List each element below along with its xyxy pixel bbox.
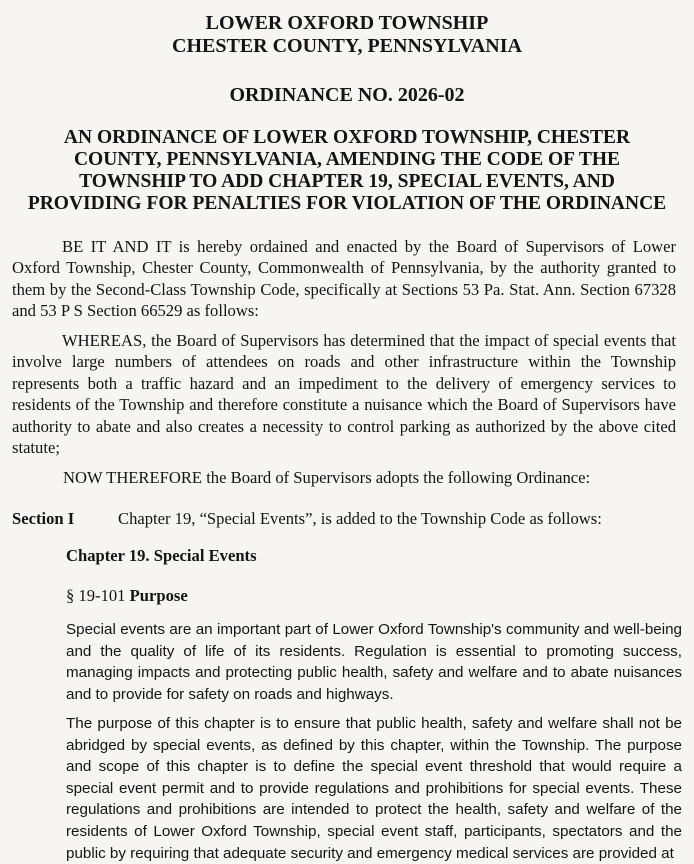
- purpose-paragraph-2: The purpose of this chapter is to ensure that public health, safety and welfare shall not be abridged by special events, as defined by this chapter, within the Township. The purpose and scope of this chapter is to define the special event threshold that would require a special event permit and to provide regulations and prohibitions for special events. These regulations and prohibitions are intended to protect the health, safety and welfare of the residents of Lower Oxford Township, special event staff, participants, spectators and the public by requiring that adequate security and emergency medical services are provided at: [66, 715, 682, 862]
- purpose-heading: [66, 586, 188, 606]
- purpose-paragraph-1: Special events are an important part of Lower Oxford Township's community and well-being and the quality of life of its residents. Regulation is essential to promoting success, managing impacts and protecting public health, safety and welfare and to abate nuisances and to provide for safety on roads and highways.: [66, 621, 682, 703]
- ordinance-number: ORDINANCE NO. 2026-02: [229, 84, 465, 106]
- county-state: CHESTER COUNTY, PENNSYLVANIA: [172, 35, 522, 57]
- enactment-paragraph: BE IT AND IT is hereby ordained and enacted by the Board of Supervisors of Lower Oxford Township, Chester County, Commonwealth of Pennsylvania, by the authority granted to them by the Second-Class Township Code, specifically at Sections 53 Pa. Stat. Ann. Section 67328 and 53 P S Section 66529 as follows:: [12, 237, 676, 321]
- chapter-heading: Chapter 19. Special Events: [66, 546, 257, 565]
- purpose-heading-text: Purpose: [129, 586, 188, 605]
- title-line-2: COUNTY, PENNSYLVANIA, AMENDING THE CODE OF THE: [73, 149, 621, 170]
- title-line-4: PROVIDING FOR PENALTIES FOR VIOLATION OF THE ORDINANCE: [27, 193, 667, 214]
- section-label: Section I: [12, 509, 75, 528]
- whereas-paragraph: WHEREAS, the Board of Supervisors has determined that the impact of special events that involve large numbers of attendees on roads and other infrastructure within the Township represents both a traffic hazard and an impediment to the delivery of emergency services to residents of the Township and therefore constitute a nuisance which the Board of Supervisors have authority to abate and also creates a necessity to control parking as authorized by the above cited statute;: [12, 331, 676, 458]
- now-therefore-paragraph: NOW THEREFORE the Board of Supervisors adopts the following Ordinance:: [63, 468, 591, 487]
- section-text: Chapter 19, “Special Events”, is added to the Township Code as follows:: [118, 509, 602, 528]
- title-line-1: AN ORDINANCE OF LOWER OXFORD TOWNSHIP, CHESTER: [63, 127, 631, 148]
- purpose-section-number: § 19-101: [66, 586, 126, 605]
- township-name: LOWER OXFORD TOWNSHIP: [205, 12, 489, 34]
- ordinance-title: [0, 127, 694, 215]
- title-line-3: TOWNSHIP TO ADD CHAPTER 19, SPECIAL EVENTS, AND: [79, 171, 615, 192]
